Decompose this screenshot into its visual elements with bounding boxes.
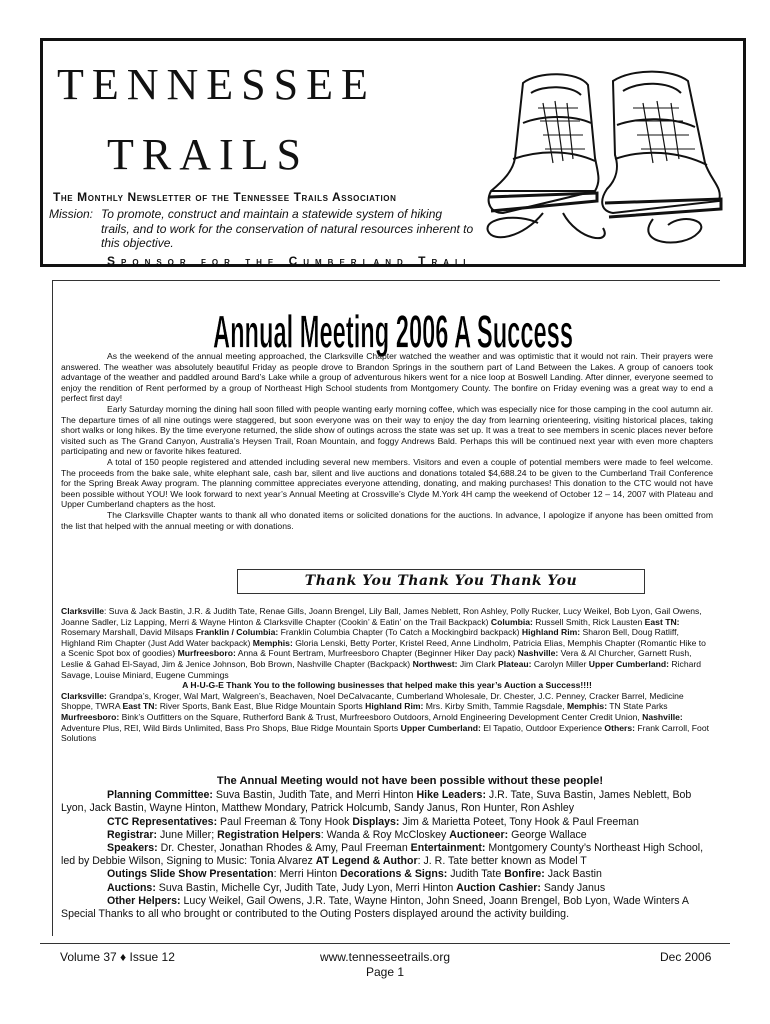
credit-label: East TN: (644, 616, 680, 627)
headline-graphic (203, 299, 583, 359)
annual-meeting-helpers (61, 775, 713, 921)
credit-label: Plateau: (498, 658, 532, 669)
helper-text: : Wanda & Roy McCloskey (320, 828, 450, 841)
business-label: Nashville: (642, 711, 683, 722)
helper-text: Paul Freeman & Tony Hook (217, 815, 353, 828)
helper-label: Auctioneer: (449, 828, 509, 841)
mission-rest: trails, and to work for the conservation of natural resources inherent to this objective. (101, 221, 474, 250)
masthead (40, 38, 746, 267)
helper-label: CTC Representatives: (107, 815, 218, 828)
thank-you-text: Thank You Thank You Thank You (304, 573, 578, 589)
paragraph: As the weekend of the annual meeting approached, the Clarksville Chapter watched the weather and was optimistic that it would not rain. Their prayers were answered. The weather was absolutely beautiful Friday as people drove to Brandon Springs in the southern part of Land Between the Lakes. A group of canoers took advantage of the weather and paddled around Bard’s Lake while a group of adventurous hikers went for a nice loop at Boswell Landing. After dinner, everyone seemed to enjoy the rendition of Rent performed by a group of Northeast High School students from Montgomery County. The bonfire on Friday evening was a great way to end a perfect first day! (61, 351, 713, 404)
page-number: Page 1 (365, 965, 405, 979)
credit-label: Northwest: (412, 658, 458, 669)
credit-label: Murfreesboro: (177, 648, 236, 659)
business-text: Adventure Plus, REI, Wild Birds Unlimited, Bass Pro Shops, Blue Ridge Mountain Sports (61, 722, 399, 733)
credit-label: Highland Rim: (521, 627, 581, 638)
credit-text: Gloria Lenski, Betty Porter, Kristel Reed, Anne Lindholm, Patricia Elias, Memphis Chapter (Romantic Hike to a Scenic Spot box of goodies) (61, 637, 706, 659)
business-label: Upper Cumberland: (400, 722, 481, 733)
business-text: TN State Parks (607, 701, 668, 712)
credit-text: : Suva & Jack Bastin, J.R. & Judith Tate, Renae Gills, Joann Brengel, Lily Ball, James Neblett, Ron Ashley, Polly Rucker, Lucy Weikel, Bob Lyon, Gail Owens, Joanne Sadler, Liz Lapping, Merri & Wayne Hinton & Clarksville Chapter (Cookin’ & Eatin’ on the Trail Backpack) (61, 606, 702, 627)
business-text: Frank Carroll, Foot Solutions (61, 722, 709, 744)
thank-you-banner (237, 569, 645, 594)
article-body (61, 351, 713, 531)
helper-label: Entertainment: (410, 842, 486, 855)
credit-text: Sharon Bell, Doug Ratliff, Highland Rim Chapter (Just Add Water backpack) (61, 627, 679, 648)
credit-label: Upper Cumberland: (588, 658, 670, 669)
paragraph: The Clarksville Chapter wants to thank all who donated items or solicited donations for the auctions. In advance, I apologize if anyone has been omitted from the list that helped with the annual meeting or with donations. (61, 509, 713, 531)
helper-text: Jack Bastin (544, 868, 602, 881)
business-text: River Sports, Bank East, Blue Ridge Mountain Sports (157, 701, 363, 712)
helpers-list (61, 842, 713, 868)
business-label: Clarksville: (61, 690, 107, 701)
credit-label: Columbia: (490, 616, 533, 627)
helper-label: Registrar: (107, 828, 158, 841)
credit-text: Richard Savage, Louise Miniard, Eugene Cummings (61, 658, 702, 680)
website-link[interactable]: www.tennesseetrails.org (319, 950, 451, 964)
helper-label: Auction Cashier: (456, 881, 541, 894)
credit-label: Memphis: (252, 637, 293, 648)
issue-date: Dec 2006 (660, 950, 712, 964)
donor-list (61, 606, 713, 680)
helpers-list (61, 816, 713, 829)
newsletter-subtitle (53, 190, 396, 204)
helper-label: Other Helpers: (107, 894, 181, 907)
business-label: Others: (604, 722, 635, 733)
credit-text: Anna & Fount Bertram, Murfreesboro Chapter (Beginner Hiker Day pack) (235, 648, 516, 659)
helper-label: Displays: (352, 815, 400, 828)
credit-text: Carolyn Miller (531, 658, 587, 669)
helper-label: Outings Slide Show Presentation (107, 868, 274, 881)
helper-text: : Merri Hinton (273, 868, 341, 881)
subtitle-text: The Monthly Newsletter of the Tennessee Trails Association (53, 190, 397, 204)
helper-text: Suva Bastin, Michelle Cyr, Judith Tate, Judy Lyon, Merri Hinton (155, 881, 457, 894)
hiking-boots-icon (483, 63, 733, 253)
helper-label: Planning Committee: (107, 789, 213, 802)
helper-label: Registration Helpers (217, 828, 321, 841)
helper-text: June Miller; (157, 828, 218, 841)
helper-text: Montgomery County’s Northeast High School, led by Debbie Wilson, Signing to Music: Tonia Alvarez (61, 842, 704, 868)
article (52, 280, 720, 936)
helper-text: Sandy Janus (540, 881, 606, 894)
business-label: East TN: (122, 701, 158, 712)
business-list (61, 691, 713, 744)
business-label: Memphis: (566, 701, 608, 712)
helper-text: : J. R. Tate better known as Model T (417, 855, 587, 868)
credit-text: Vera & Al Churcher, Garnett Rush, Leslie & Gahad El-Sayad, Jim & Jenice Johnson, Bob Brown, Nashville Chapter (Backpack) (61, 648, 692, 669)
credit-text: Russell Smith, Rick Lausten (532, 616, 643, 627)
helpers-list (61, 829, 713, 842)
helper-text: J.R. Tate, Suva Bastin, James Neblett, Bob Lyon, Jack Bastin, Wayne Hinton, Matthew Mondary, Patrick Holcumb, Sandy Janus, Ron Hunter, Ron Ashley (61, 789, 692, 815)
business-label: Highland Rim: (365, 701, 424, 712)
credit-label: Franklin / Columbia: (195, 627, 279, 638)
credit-text: Franklin Columbia Chapter (To Catch a Mockingbird backpack) (278, 627, 520, 638)
business-text: Bink’s Outfitters on the Square, Rutherford Bank & Trust, Murfreesboro Outdoors, Arnold Engineering Development Center Credit Union, (119, 711, 640, 722)
credit-text: Jim Clark (457, 658, 496, 669)
helper-label: Auctions: (107, 881, 156, 894)
business-text: Grandpa’s, Kroger, Wal Mart, Walgreen’s, Beachaven, Noel DeCalvacante, Cumberland Wholesale, Dr. Chester, J.C. Penney, Cracker Barrel, Medicine Shoppe, TWRA (61, 690, 684, 712)
helper-label: Hike Leaders: (416, 789, 486, 802)
sponsor-line (107, 254, 474, 268)
volume-issue: Volume 37 ♦ Issue 12 (60, 950, 175, 964)
paragraph: Early Saturday morning the dining hall soon filled with people wanting early morning coffee, which was especially nice for those camping in the cool autumn air. The departure times of all nine outings were staggered, but soon everyone was on their way to enjoy the day from learning orienteering, visiting historical places, taking short walks or long hikes. By the time everyone returned, the slide show of outings across the state was set up. It was a treat to see members in scenic places never before visited such as The Grand Canyon, Australia’s Heysen Trail, Roan Mountain, and foggy Andrews Bald. Perhaps this will be continued next year with even more chapters participating and new or favorite hikes featured. (61, 403, 713, 457)
credit-label: Clarksville (61, 606, 104, 616)
helper-label: AT Legend & Author (315, 855, 418, 868)
helper-text: Judith Tate (447, 868, 505, 881)
huge-thanks-heading: A H-U-G-E Thank You to the following businesses that helped make this year’s Auction a Success!!!! (182, 680, 592, 691)
helper-text: Jim & Marietta Poteet, Tony Hook & Paul Freeman (399, 815, 639, 828)
helper-text: Lucy Weikel, Gail Owens, J.R. Tate, Wayne Hinton, John Sneed, Joann Brengel, Bob Lyon, Wade Winters A Special Thanks to all who brought or contributed to the Outing Posters displayed around the activity building. (61, 894, 689, 921)
helpers-list (61, 895, 713, 921)
helpers-list (61, 789, 713, 815)
mission-line1: To promote, construct and maintain a statewide system of hiking (101, 207, 443, 221)
mission-statement (49, 207, 489, 251)
helper-label: Decorations & Signs: (340, 868, 448, 881)
helpers-heading: The Annual Meeting would not have been possible without these people! (216, 775, 604, 787)
headline-text: Annual Meeting 2006 A Success (213, 306, 573, 358)
paragraph: A total of 150 people registered and attended including several new members. Visitors and even a couple of potential members were made to feel welcome. The proceeds from the bake sale, white elephant sale, cash bar, silent and live auctions and donations totaled $4,688.24 to be given to the Cumberland Trail Conference for the Spring Break Away program. The planning committee appreciates everyone attending, donating, and making purchases! This donation to the CTC would not have been possible without YOU! We look forward to next year’s Annual Meeting at Crossville’s Clyde M.York 4H camp the weekend of October 12 – 14, 2007 with Plateau and Upper Cumberland chapters as the host. (61, 456, 713, 510)
business-text: Mrs. Kirby Smith, Tammie Ragsdale, (423, 701, 565, 712)
business-label: Murfreesboro: (61, 711, 120, 722)
newsletter-title-line1: TENNESSEE (57, 60, 376, 109)
helper-text: Suva Bastin, Judith Tate, and Merri Hinton (212, 789, 417, 802)
helpers-list (61, 868, 713, 881)
credit-text: Rosemary Marshall, David Milsaps (61, 627, 194, 638)
helper-text: George Wallace (508, 828, 587, 841)
footer-center (240, 950, 530, 980)
helper-label: Speakers: (107, 842, 158, 855)
mission-label: Mission: (49, 207, 94, 221)
donor-credits (61, 606, 713, 744)
credit-label: Nashville: (517, 648, 559, 659)
helper-label: Bonfire: (504, 868, 545, 881)
footer-divider (40, 943, 730, 944)
business-text: El Tapatio, Outdoor Experience (480, 722, 603, 733)
helper-text: Dr. Chester, Jonathan Rhodes & Amy, Paul Freeman (157, 842, 411, 855)
sponsor-text: Sponsor for the Cumberland Trail (107, 254, 475, 268)
newsletter-title-line2: TRAILS (107, 130, 309, 179)
helpers-list (61, 882, 713, 895)
